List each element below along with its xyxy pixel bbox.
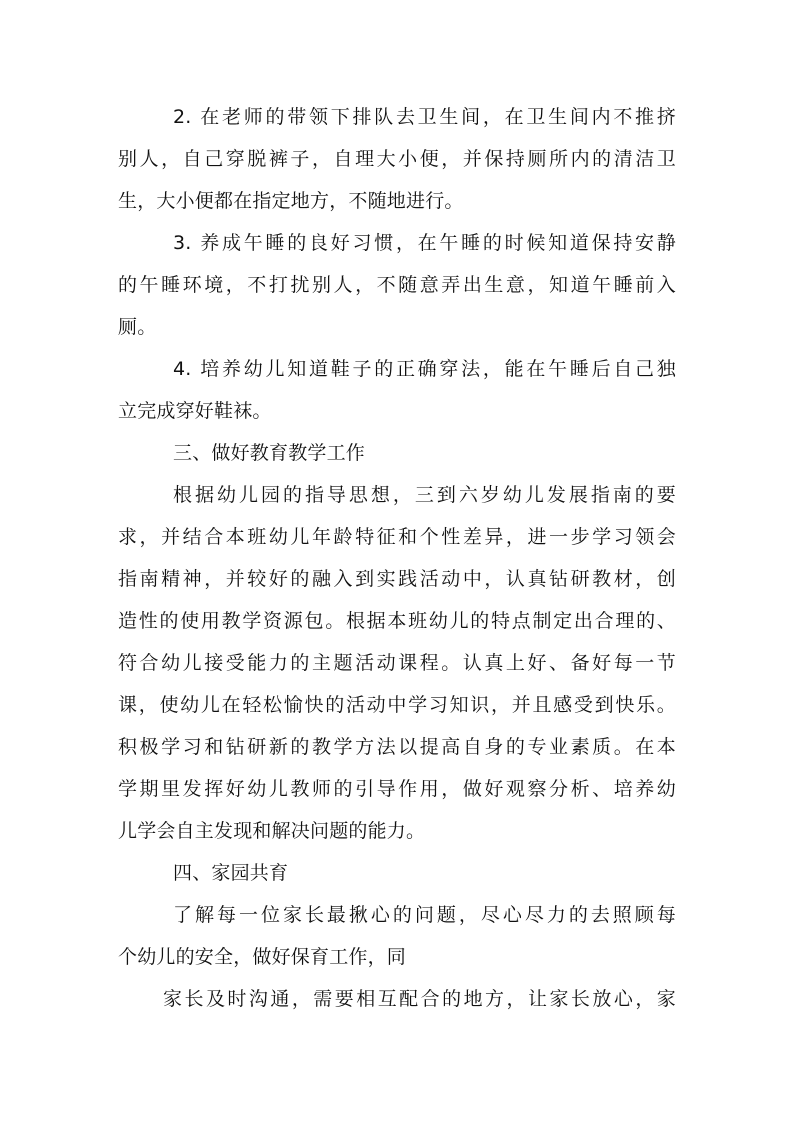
paragraph-4-line-2: 立完成穿好鞋袜。 [118,400,272,422]
section-3-body-line-4: 造性的使用教学资源包。根据本班幼儿的特点制定出合理的、 [118,610,676,632]
section-3-body-line-9: 儿学会自主发现和解决问题的能力。 [118,820,426,842]
paragraph-2-line-1: 2. 在老师的带领下排队去卫生间，在卫生间内不推挤 [173,106,676,128]
section-3-body-line-3: 指南精神，并较好的融入到实践活动中，认真钻研教材，创 [118,568,676,590]
section-3-body-line-5: 符合幼儿接受能力的主题活动课程。认真上好、备好每一节 [118,652,676,674]
section-heading-3: 三、做好教育教学工作 [173,442,366,464]
section-4-body-line-1: 了解每一位家长最揪心的问题，尽心尽力的去照顾每 [173,904,676,926]
section-3-body-line-6: 课，使幼儿在轻松愉快的活动中学习知识，并且感受到快乐。 [118,694,676,716]
paragraph-3-line-3: 厕。 [118,316,157,338]
paragraph-2-line-2: 别人，自己穿脱裤子，自理大小便，并保持厕所内的清洁卫 [118,148,676,170]
section-4-body-line-2: 个幼儿的安全，做好保育工作，同 [118,946,407,968]
paragraph-3-line-2: 的午睡环境，不打扰别人，不随意弄出生意，知道午睡前入 [118,274,676,296]
section-3-body-line-8: 学期里发挥好幼儿教师的引导作用，做好观察分析、培养幼 [118,778,676,800]
paragraph-4-line-1: 4. 培养幼儿知道鞋子的正确穿法，能在午睡后自己独 [173,358,676,380]
section-heading-4: 四、家园共育 [173,862,289,884]
section-3-body-line-7: 积极学习和钻研新的教学方法以提高自身的专业素质。在本 [118,736,676,758]
section-4-body-line-3: 家长及时沟通，需要相互配合的地方，让家长放心，家 [163,988,676,1010]
section-3-body-line-1: 根据幼儿园的指导思想，三到六岁幼儿发展指南的要 [173,484,676,506]
section-3-body-line-2: 求，并结合本班幼儿年龄特征和个性差异，进一步学习领会 [118,526,676,548]
paragraph-3-line-1: 3. 养成午睡的良好习惯，在午睡的时候知道保持安静 [173,232,676,254]
paragraph-2-line-3: 生，大小便都在指定地方，不随地进行。 [118,190,464,212]
